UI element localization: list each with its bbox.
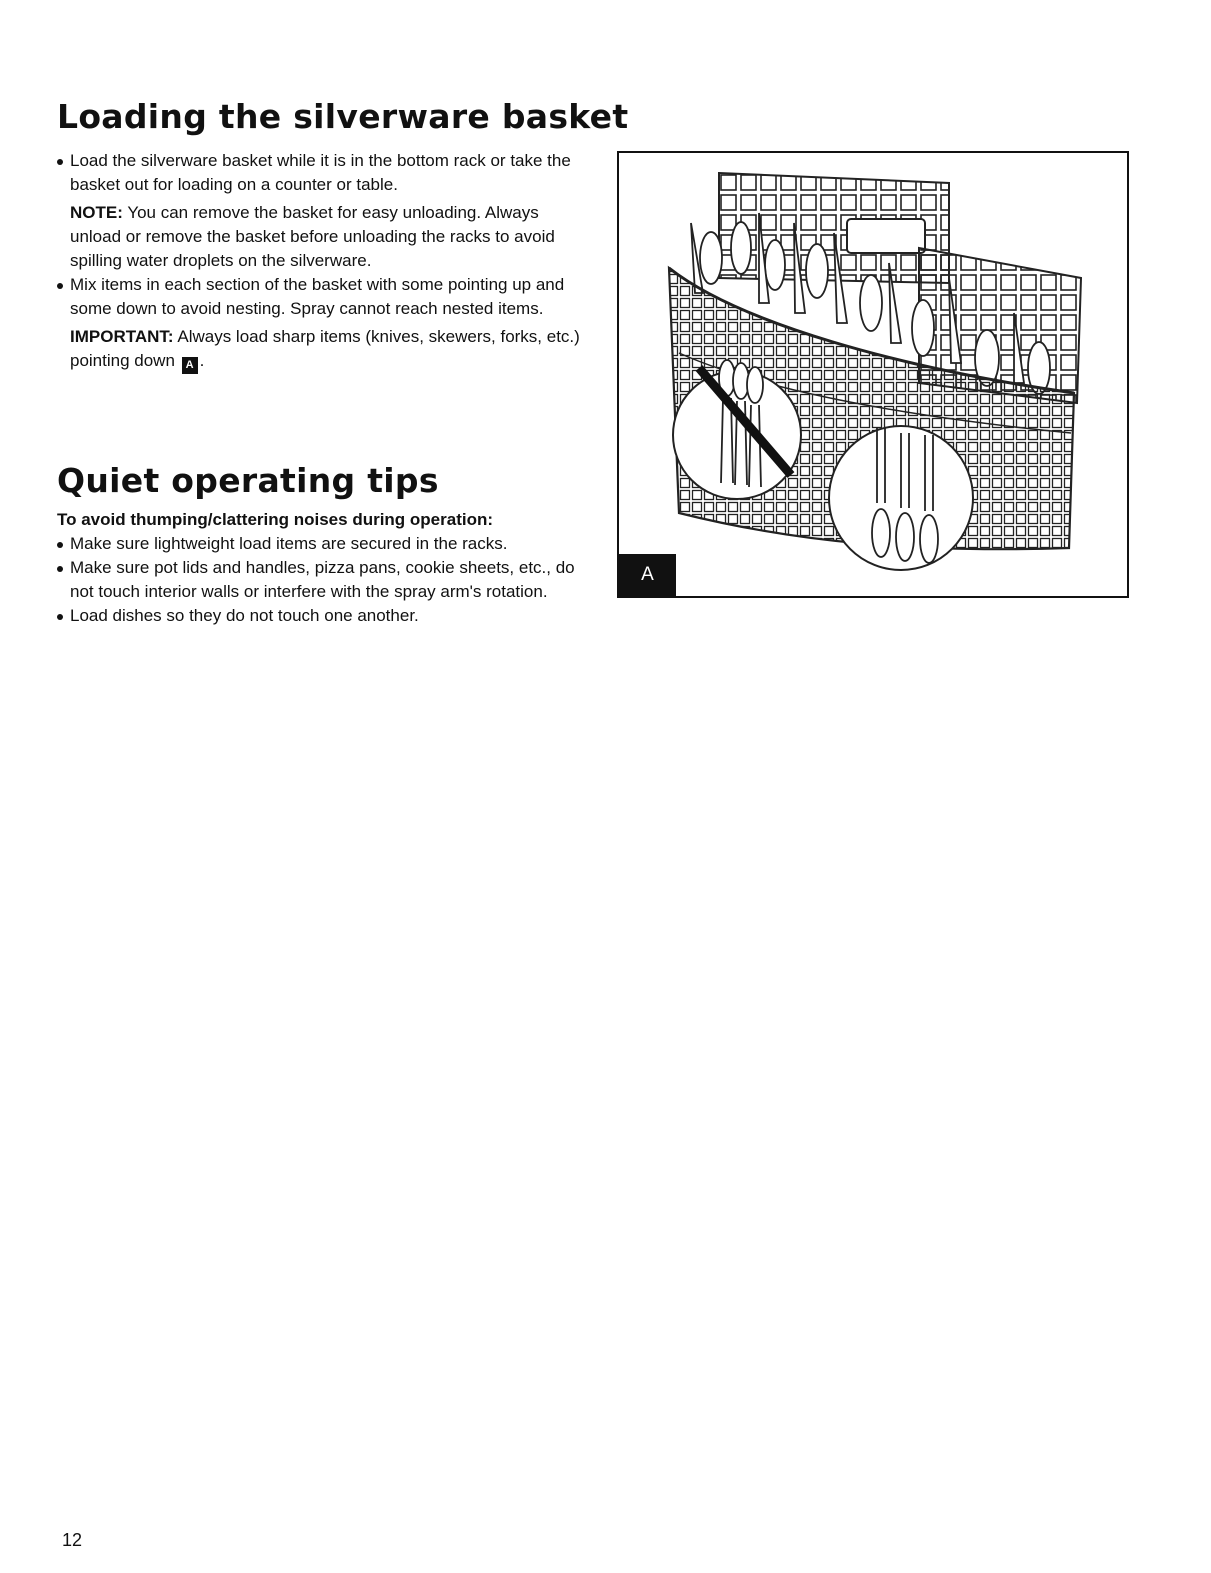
list-item: Make sure pot lids and handles, pizza pans, cookie sheets, etc., do not touch interior walls or interfere with the spray arm's rotation. [57,556,587,604]
silverware-basket-figure [617,151,1129,598]
bullet-icon [57,159,63,165]
section-title-silverware: Loading the silverware basket [57,97,629,136]
bullet-icon [57,614,63,620]
bullet-icon [57,566,63,572]
list-item: Load the silverware basket while it is in the bottom rack or take the basket out for loading on a counter or table. [57,149,587,197]
list-item: Mix items in each section of the basket with some pointing up and some down to avoid nesting. Spray cannot reach nested items. [57,273,587,321]
list-item: Make sure lightweight load items are secured in the racks. [57,532,587,556]
note-label: NOTE: [70,203,123,222]
bullet-icon [57,283,63,289]
figure-ref-badge: A [182,357,198,374]
section-title-quiet-tips: Quiet operating tips [57,461,439,500]
page-number: 12 [62,1530,83,1550]
bullet-icon [57,542,63,548]
silverware-section-body [57,149,587,374]
note-paragraph: NOTE: You can remove the basket for easy unloading. Always unload or remove the basket before unloading the racks to avoid spilling water droplets on the silverware. [70,203,555,270]
quiet-tips-lead: To avoid thumping/clattering noises during operation: [57,510,494,529]
figure-label-badge: A [619,554,676,596]
important-label: IMPORTANT: [70,327,174,346]
important-paragraph: IMPORTANT: Always load sharp items (knives, skewers, forks, etc.) pointing down A . [70,325,587,374]
quiet-tips-section-body [57,508,587,628]
silverware-basket-illustration [619,153,1129,598]
list-item: Load dishes so they do not touch one another. [57,604,587,628]
